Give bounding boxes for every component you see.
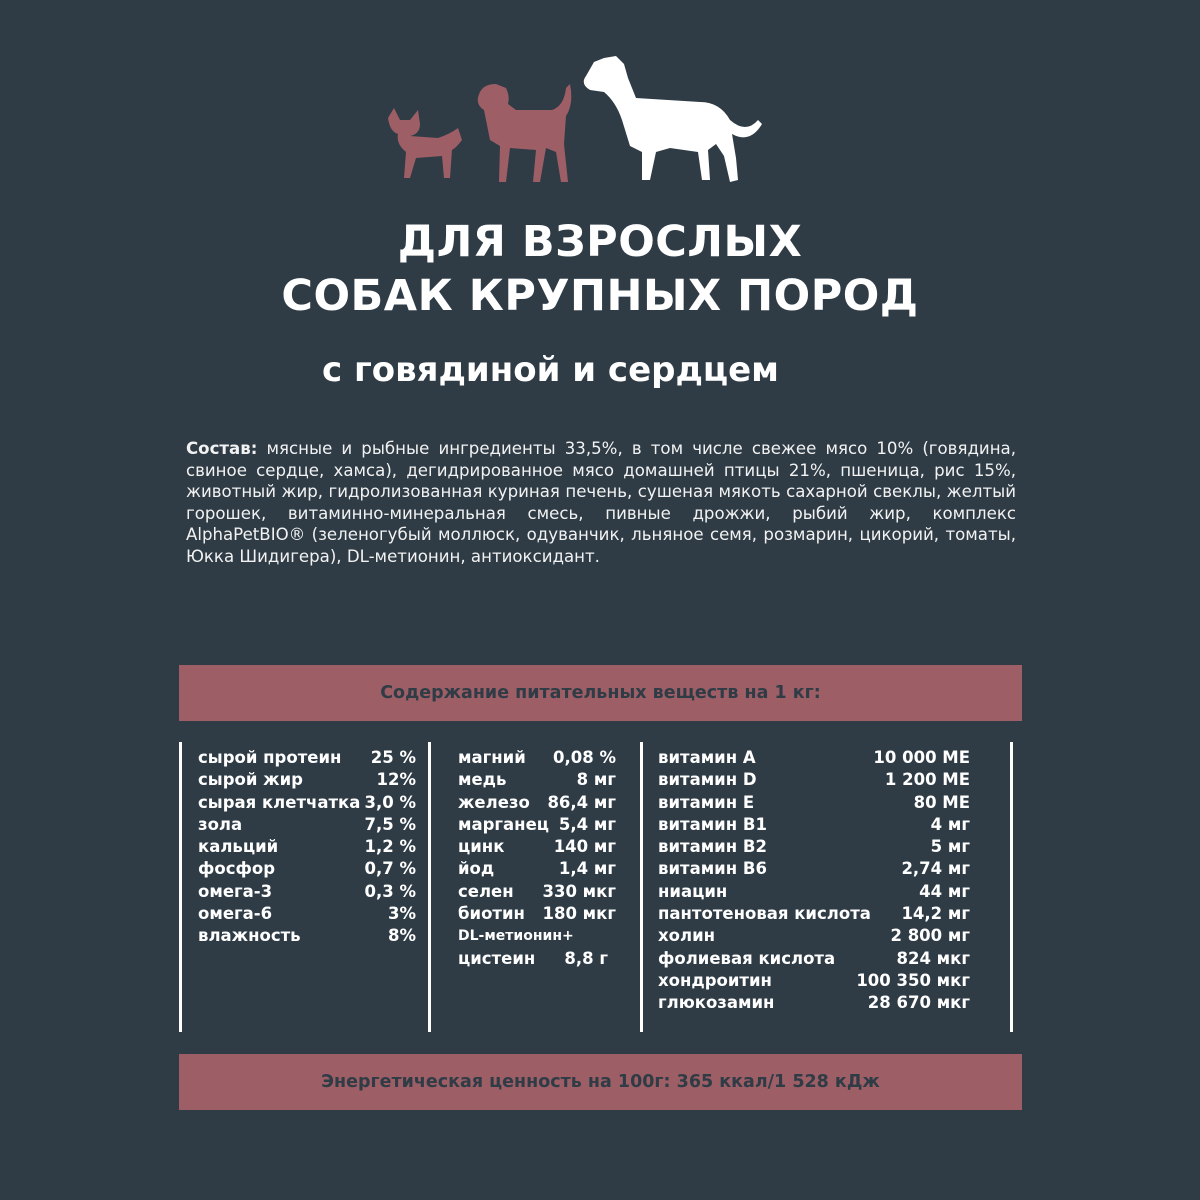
nutrient-value: 180 мкг — [542, 904, 616, 924]
nutrient-row — [658, 992, 970, 1014]
nutrient-row — [658, 858, 970, 880]
nutrient-row — [198, 814, 416, 836]
nutrient-row — [198, 747, 416, 769]
nutrient-row — [458, 814, 616, 836]
nutrient-value: 12% — [376, 770, 416, 790]
column-divider — [179, 742, 182, 1032]
nutrient-row — [658, 948, 970, 970]
nutrient-row — [198, 792, 416, 814]
column-divider — [1010, 742, 1013, 1032]
nutrient-row — [658, 792, 970, 814]
nutrient-name: сырой протеин — [198, 748, 342, 767]
nutrient-value: 0,08 % — [553, 748, 616, 767]
nutrient-row — [658, 881, 970, 903]
nutrient-value: 824 мкг — [896, 948, 970, 968]
nutrient-row — [198, 881, 416, 903]
nutrient-name: магний — [458, 748, 526, 767]
column-divider — [428, 742, 431, 1032]
nutrient-value: 1,4 мг — [558, 859, 616, 879]
title-line-1: ДЛЯ ВЗРОСЛЫХ — [397, 217, 803, 267]
nutrient-row — [458, 925, 616, 947]
nutrient-name: витамин Е — [658, 792, 755, 812]
nutrient-name: DL-метионин+ — [458, 928, 574, 945]
nutrient-value: 8% — [387, 926, 416, 946]
composition-body: мясные и рыбные ингредиенты 33,5%, в том числе свежее мясо 10% (говядина, свиное сердце, хамса), дегидрированное мясо домашней птицы 21%, пшеница, рис 15%, животный жир, гидролизованная куриная печень, сушеная мякоть сахарной свеклы, желтый горошек, витаминно-минеральная смесь, пивные дрожжи, рыбий жир, комплекс AlphaPetBIO® (зеленогубый моллюск, одуванчик, льняное семя, розмарин, цикорий, томаты, Юкка Шидигера), DL-метионин, антиоксидант. — [186, 439, 1016, 566]
nutrient-value: 100 350 мкг — [856, 970, 970, 990]
nutrient-name: ниацин — [658, 881, 728, 901]
energy-value: Энергетическая ценность на 100г: 365 ккал/1 528 кДж — [179, 1054, 1022, 1110]
nutrient-row — [658, 925, 970, 947]
nutrient-name: омега-6 — [198, 904, 273, 924]
nutrient-name: биотин — [458, 904, 525, 924]
subtitle: с говядиной и сердцем — [322, 350, 779, 390]
nutrient-value: 8,8 г — [564, 948, 608, 968]
nutrient-value: 10 000 МЕ — [873, 748, 970, 767]
nutrient-value: 86,4 мг — [547, 792, 616, 812]
nutrient-name: цинк — [458, 837, 505, 857]
nutrient-row — [658, 747, 970, 769]
large-dog-icon — [584, 56, 762, 182]
nutrient-value: 2,74 мг — [901, 859, 970, 879]
nutrient-row — [458, 836, 616, 858]
nutrient-name: холин — [658, 926, 716, 946]
nutrient-name: железо — [458, 792, 530, 812]
nutrient-value: 28 670 мкг — [867, 993, 970, 1013]
nutrient-value: 44 мг — [919, 881, 970, 901]
nutrient-value: 4 мг — [930, 814, 970, 834]
nutrient-row — [658, 814, 970, 836]
composition-label: Состав: — [186, 439, 258, 458]
nutrient-name: кальций — [198, 837, 279, 857]
nutrient-value: 5,4 мг — [558, 814, 616, 834]
nutrient-row — [658, 970, 970, 992]
nutrient-row — [458, 792, 616, 814]
nutrient-name: марганец — [458, 814, 550, 834]
nutrient-row — [198, 836, 416, 858]
nutrient-value: 14,2 мг — [901, 904, 970, 924]
nutrient-name: витамин В6 — [658, 859, 767, 879]
nutrient-name: витамин D — [658, 770, 757, 790]
nutrient-row — [458, 948, 616, 970]
nutrient-value: 330 мкг — [542, 881, 616, 901]
nutrient-name: витамин В1 — [658, 814, 767, 834]
nutrient-value: 140 мг — [553, 837, 616, 857]
title-line-2: СОБАК КРУПНЫХ ПОРОД — [281, 271, 919, 321]
nutrients-header: Содержание питательных веществ на 1 кг: — [179, 665, 1022, 721]
nutrient-name: омега-3 — [198, 881, 273, 901]
nutrient-name: витамин В2 — [658, 837, 767, 857]
nutrient-row — [658, 769, 970, 791]
nutrient-value: 8 мг — [576, 770, 616, 790]
nutrient-value: 7,5 % — [364, 814, 416, 834]
nutrient-name: пантотеновая кислота — [658, 904, 871, 924]
nutrient-row — [198, 903, 416, 925]
nutrients-column-3 — [658, 747, 970, 1015]
nutrients-column-1 — [198, 747, 416, 948]
nutrient-name: фолиевая кислота — [658, 948, 836, 968]
nutrient-name: йод — [458, 859, 495, 879]
nutrient-name: зола — [198, 814, 243, 834]
nutrient-value: 3% — [387, 904, 416, 924]
nutrient-name: влажность — [198, 926, 301, 946]
nutrient-name: глюкозамин — [658, 993, 775, 1013]
nutrient-value: 1,2 % — [364, 837, 416, 857]
composition-text — [186, 438, 1016, 567]
nutrient-value: 5 мг — [930, 837, 970, 857]
nutrient-name: сырой жир — [198, 770, 303, 790]
nutrient-row — [458, 858, 616, 880]
nutrient-name: цистеин — [458, 948, 536, 968]
nutrient-row — [458, 903, 616, 925]
nutrient-value: 25 % — [370, 748, 416, 767]
nutrient-row — [458, 747, 616, 769]
nutrient-row — [458, 769, 616, 791]
nutrient-name: витамин А — [658, 748, 756, 767]
nutrient-row — [658, 903, 970, 925]
nutrient-row — [198, 858, 416, 880]
medium-dog-icon — [478, 84, 572, 182]
nutrient-value: 0,3 % — [364, 881, 416, 901]
nutrient-name: хондроитин — [658, 970, 772, 990]
nutrient-row — [658, 836, 970, 858]
nutrient-value: 80 МЕ — [913, 792, 970, 812]
nutrient-row — [198, 769, 416, 791]
nutrient-name: фосфор — [198, 859, 276, 879]
nutrient-row — [458, 881, 616, 903]
nutrient-name: селен — [458, 881, 514, 901]
nutrient-row — [198, 925, 416, 947]
nutrient-value: 2 800 мг — [890, 926, 970, 946]
nutrients-column-2 — [458, 747, 616, 970]
small-dog-icon — [388, 108, 462, 178]
dog-size-icons — [380, 48, 780, 198]
nutrient-name: сырая клетчатка — [198, 792, 361, 812]
column-divider — [640, 742, 643, 1032]
nutrient-value: 3,0 % — [364, 792, 416, 812]
nutrient-value: 0,7 % — [364, 859, 416, 879]
nutrient-value: 1 200 МЕ — [884, 770, 970, 790]
nutrient-name: медь — [458, 770, 507, 790]
